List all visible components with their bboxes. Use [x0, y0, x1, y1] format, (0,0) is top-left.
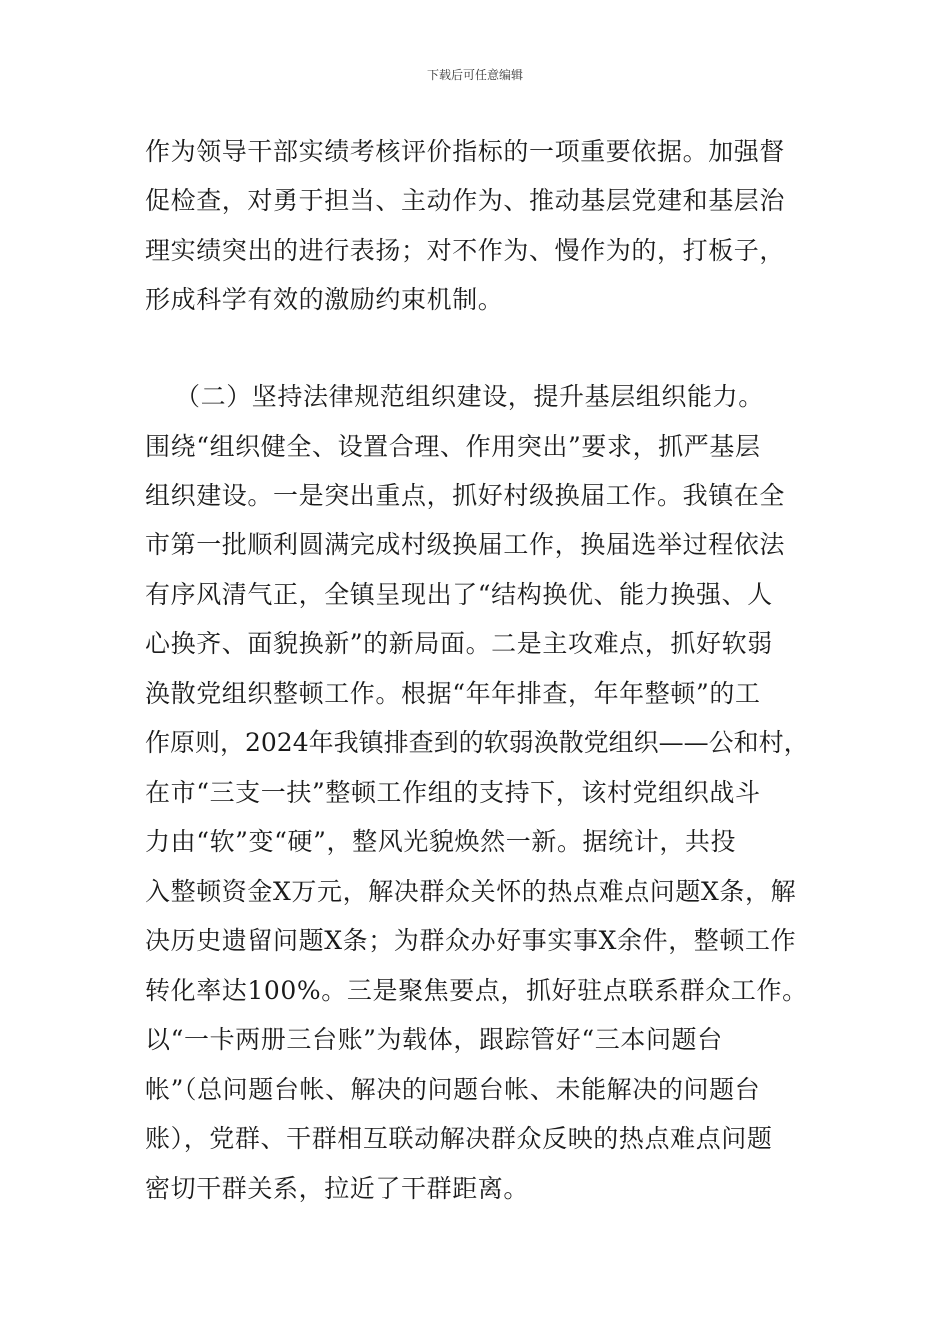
paragraph-2-line: 账），党群、干群相互联动解决群众反映的热点难点问题 [145, 1124, 773, 1153]
paragraph-2-line: 在市“三支一扶”整顿工作组的支持下，该村党组织战斗 [145, 778, 761, 807]
paragraph-2-line: 涣散党组织整顿工作。根据“年年排查，年年整顿”的工 [145, 679, 761, 708]
paragraph-2-line: 作原则，2024年我镇排查到的软弱涣散党组织——公和村， [145, 728, 809, 757]
paragraph-2-line: 密切干群关系，拉近了干群距离。 [145, 1174, 530, 1203]
paragraph-2-line: 力由“软”变“硬”，整风光貌焕然一新。据统计，共投 [145, 827, 737, 856]
paragraph-1-line: 形成科学有效的激励约束机制。 [145, 285, 504, 314]
paragraph-1-line: 促检查，对勇于担当、主动作为、推动基层党建和基层治 [145, 186, 786, 215]
paragraph-2-line: 组织建设。一是突出重点，抓好村级换届工作。我镇在全 [145, 481, 786, 510]
paragraph-1-line: 作为领导干部实绩考核评价指标的一项重要依据。加强督 [145, 137, 786, 166]
paragraph-2-line: 有序风清气正，全镇呈现出了“结构换优、能力换强、人 [145, 580, 773, 609]
paragraph-2-line: 以“一卡两册三台账”为载体，跟踪管好“三本问题台 [145, 1025, 723, 1054]
header-note: 下载后可任意编辑 [426, 68, 523, 82]
section-heading: （二）坚持法律规范组织建设，提升基层组织能力。 [175, 382, 764, 411]
paragraph-1-line: 理实绩突出的进行表扬；对不作为、慢作为的，打板子， [145, 236, 786, 265]
paragraph-2-line: 市第一批顺利圆满完成村级换届工作，换届选举过程依法 [145, 530, 786, 559]
paragraph-2-line: 决历史遗留问题X条；为群众办好事实事X余件，整顿工作 [145, 926, 797, 955]
paragraph-2-line: 心换齐、面貌换新”的新局面。二是主攻难点，抓好软弱 [145, 629, 773, 658]
paragraph-2-line: 转化率达100%。三是聚焦要点，抓好驻点联系群众工作。 [145, 976, 808, 1005]
paragraph-2-line: 围绕“组织健全、设置合理、作用突出”要求，抓严基层 [145, 432, 761, 461]
paragraph-2-line: 入整顿资金X万元，解决群众关怀的热点难点问题X条，解 [145, 877, 797, 906]
paragraph-2-line: 帐”（总问题台帐、解决的问题台帐、未能解决的问题台 [145, 1075, 761, 1104]
